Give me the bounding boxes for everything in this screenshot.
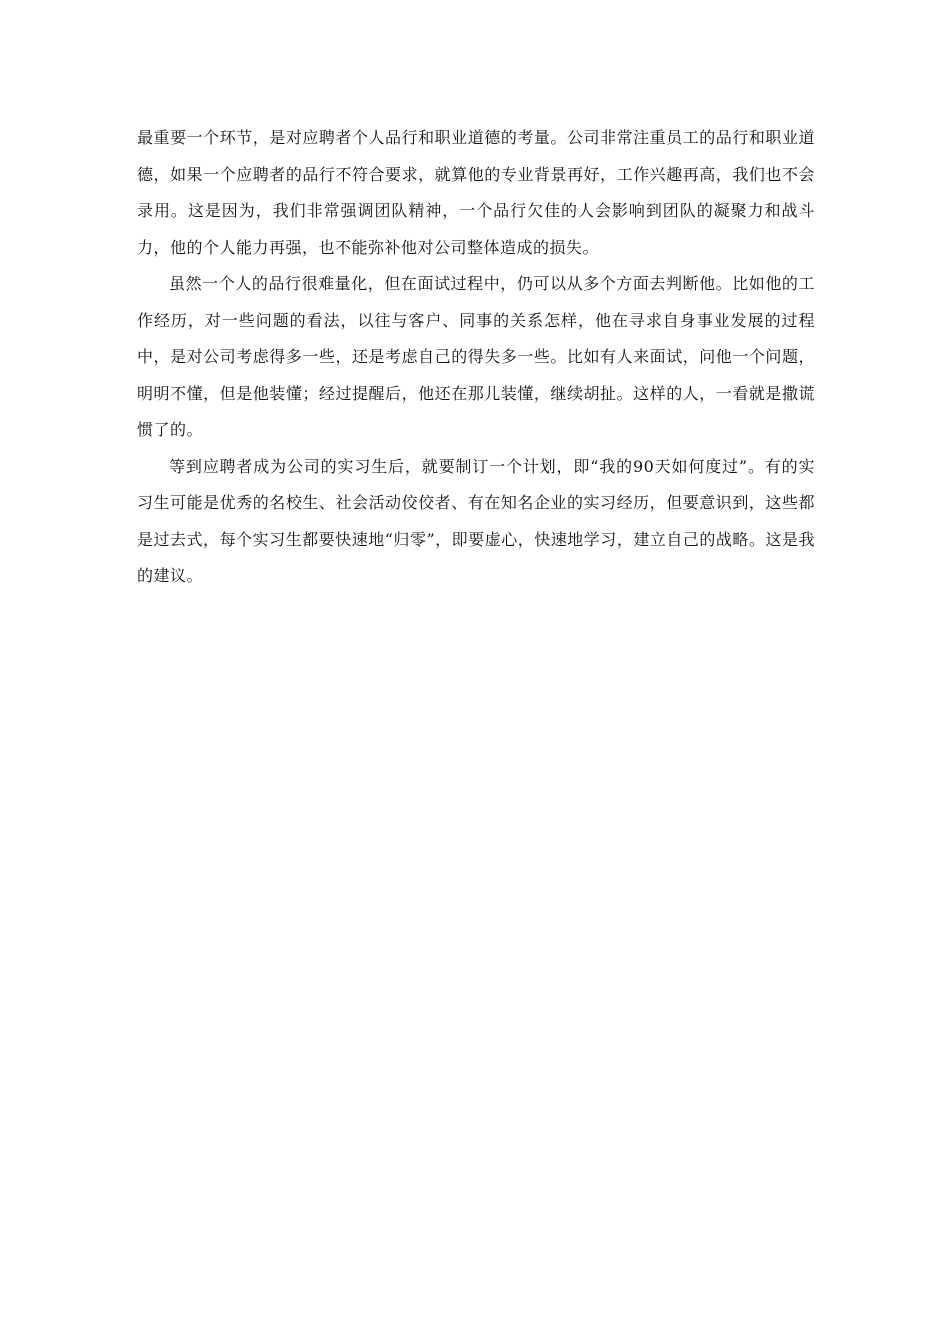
paragraph-2: 虽然一个人的品行很难量化，但在面试过程中，仍可以从多个方面去判断他。比如他的工作经历，对一些问题的看法，以往与客户、同事的关系怎样，他在寻求自身事业发展的过程中，是对公司考虑得多一些，还是考虑自己的得失多一些。比如有人来面试，问他一个问题，明明不懂，但是他装懂；经过提醒后，他还在那儿装懂，继续胡扯。这样的人，一看就是撒谎惯了的。 [137, 274, 815, 439]
document-body [137, 120, 815, 595]
paragraph-1: 最重要一个环节，是对应聘者个人品行和职业道德的考量。公司非常注重员工的品行和职业道德，如果一个应聘者的品行不符合要求，就算他的专业背景再好，工作兴趣再高，我们也不会录用。这是因为，我们非常强调团队精神，一个品行欠佳的人会影响到团队的凝聚力和战斗力，他的个人能力再强，也不能弥补他对公司整体造成的损失。 [137, 128, 815, 257]
paragraph-3: 等到应聘者成为公司的实习生后，就要制订一个计划，即“我的90天如何度过”。有的实习生可能是优秀的名校生、社会活动佼佼者、有在知名企业的实习经历，但要意识到，这些都是过去式，每个实习生都要快速地“归零”，即要虚心，快速地学习，建立自己的战略。这是我的建议。 [137, 456, 815, 585]
